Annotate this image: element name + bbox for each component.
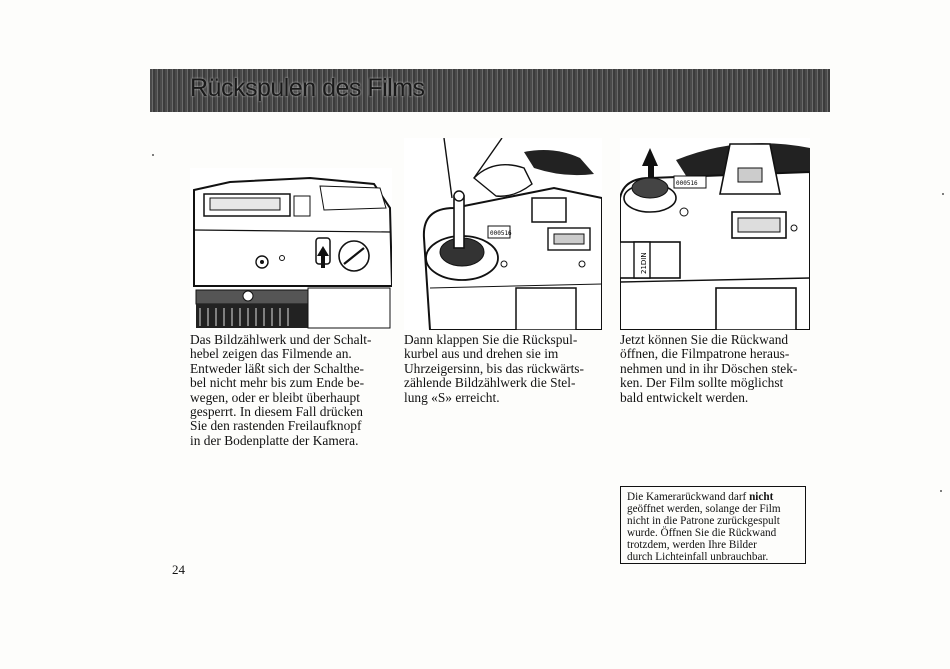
text-line: in der Bodenplatte der Kamera.	[190, 432, 359, 448]
figure-camera-bottom	[190, 168, 392, 330]
text-line: geöffnet werden, solange der Film	[627, 502, 781, 515]
text-line: lung «S» erreicht.	[404, 389, 500, 405]
figure-open-back	[620, 138, 810, 330]
rewind-crank-illustration	[404, 138, 602, 330]
scan-speck	[942, 193, 944, 195]
text-line: Dann klappen Sie die Rückspul-	[404, 332, 578, 347]
text-line: ken. Der Film sollte möglichst	[620, 375, 784, 391]
instruction-column-2	[404, 333, 592, 405]
section-title: Rückspulen des Films	[190, 74, 425, 102]
scan-speck	[152, 154, 154, 156]
frame-counter-label: 000516	[676, 180, 698, 187]
warning-emphasis: nicht	[749, 491, 774, 503]
instruction-column-3	[620, 333, 806, 405]
text-line: Jetzt können Sie die Rückwand	[620, 332, 789, 347]
text-line: nicht in die Patrone zurückgespult	[627, 514, 780, 527]
text-line: Uhrzeigersinn, bis das rückwärts-	[404, 360, 584, 376]
text-line: bald entwickelt werden.	[620, 389, 749, 405]
text-line: gesperrt. In diesem Fall drücken	[190, 404, 363, 420]
text-line: zählende Bildzählwerk die Stel-	[404, 375, 576, 391]
figure-rewind-crank	[404, 138, 602, 330]
text-line: hebel zeigen das Filmende an.	[190, 346, 352, 362]
text-line: nehmen und in ihr Döschen stek-	[620, 360, 798, 376]
page-number: 24	[172, 562, 185, 577]
text-line: Sie den rastenden Freilaufknopf	[190, 418, 362, 434]
text-line: öffnen, die Filmpatrone heraus-	[620, 346, 790, 362]
warning-box	[620, 486, 806, 564]
camera-bottom-illustration	[190, 168, 392, 330]
frame-counter-label: 000516	[490, 230, 512, 237]
text-line: bel nicht mehr bis zum Ende be-	[190, 375, 365, 391]
text-line: durch Lichteinfall unbrauchbar.	[627, 550, 769, 563]
warning-text: Die Kamerarückwand darf	[627, 491, 747, 503]
open-back-illustration	[620, 138, 810, 330]
text-line: wurde. Öffnen Sie die Rückwand	[627, 526, 777, 539]
text-line: trotzdem, werden Ihre Bilder	[627, 538, 757, 551]
text-line: Entweder läßt sich der Schalthe-	[190, 360, 365, 376]
text-line: kurbel aus und drehen sie im	[404, 346, 559, 362]
scan-speck	[940, 490, 942, 492]
text-line: wegen, oder er bleibt überhaupt	[190, 389, 360, 405]
film-cartridge-label: 21DIN	[640, 252, 648, 274]
text-line: Das Bildzählwerk und der Schalt-	[190, 332, 372, 347]
instruction-column-1	[190, 333, 376, 448]
